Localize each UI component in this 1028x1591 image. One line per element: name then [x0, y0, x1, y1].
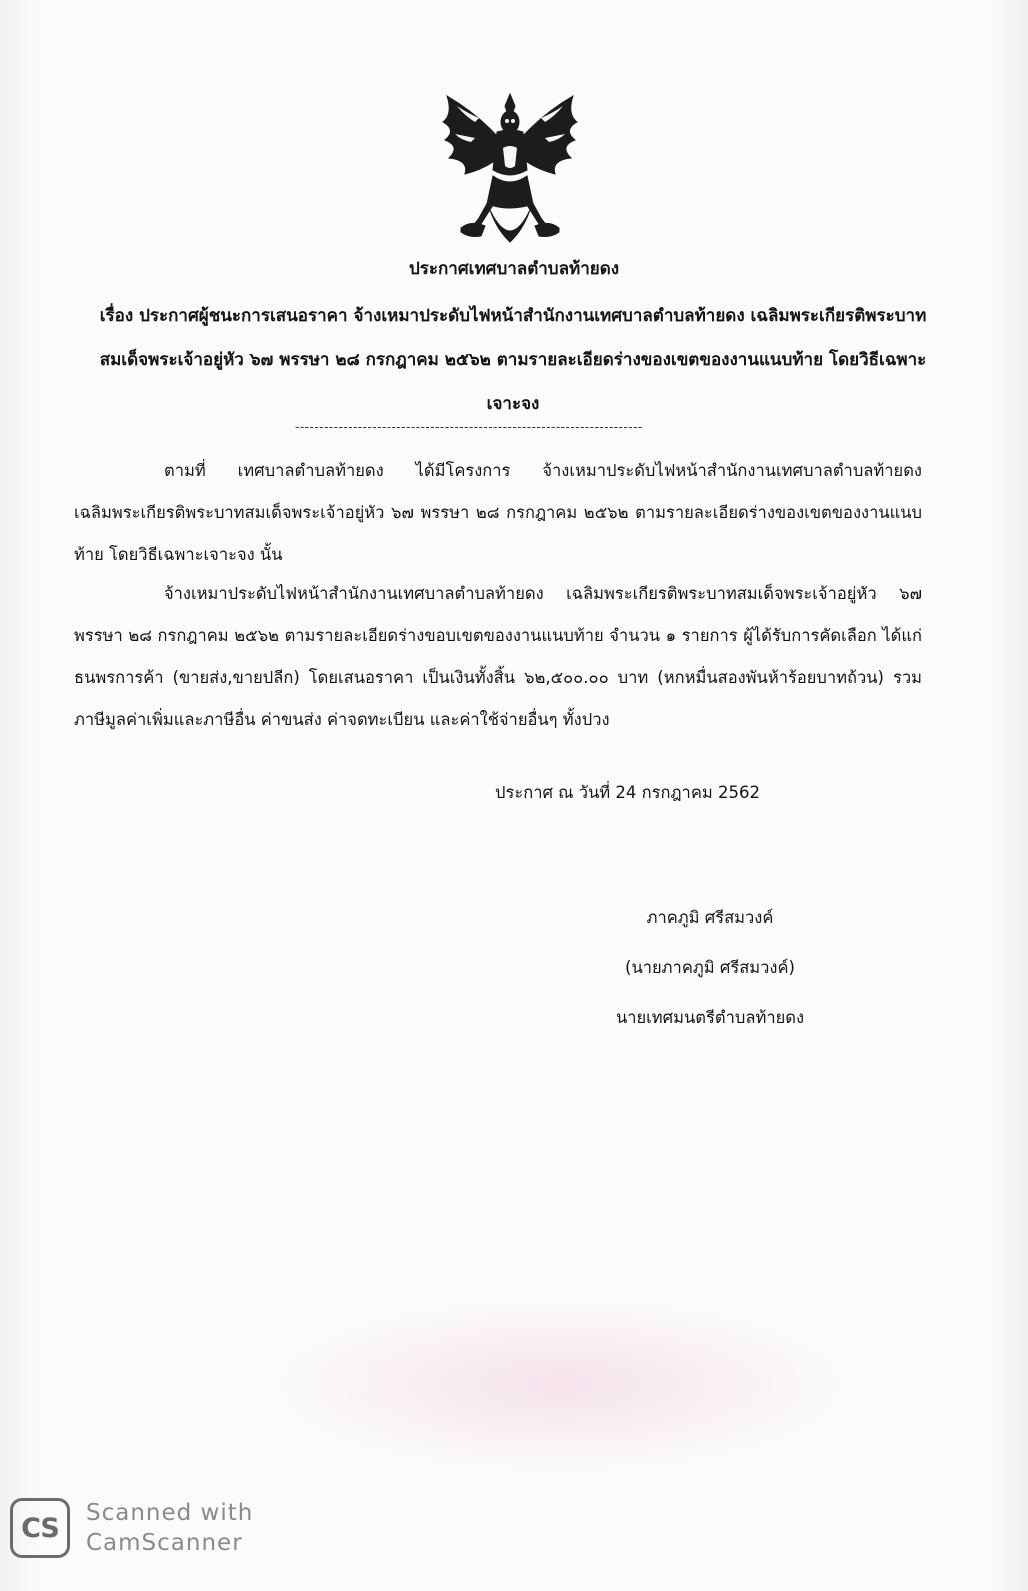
announce-date: ประกาศ ณ วันที่ 24 กรกฎาคม 2562	[495, 783, 760, 802]
garuda-emblem-icon	[435, 92, 585, 252]
watermark-line-1: Scanned with	[86, 1500, 254, 1526]
document-title: ประกาศเทศบาลตำบลท้ายดง	[408, 259, 620, 279]
scan-stain	[280, 1300, 840, 1470]
document-subject: เรื่อง ประกาศผู้ชนะการเสนอราคา จ้างเหมาประดับไฟหน้าสำนักงานเทศบาลตำบลท้ายดง เฉลิมพระเกียรติพระบาทสมเด็จพระเจ้าอยู่หัว ๖๗ พรรษา ๒๘ กรกฎาคม ๒๕๖๒ ตามรายละเอียดร่างของเขตของงานแนบท้าย โดยวิธีเฉพาะเจาะจง	[99, 306, 927, 414]
paragraph-intro: ตามที่ เทศบาลตำบลท้ายดง ได้มีโครงการ จ้างเหมาประดับไฟหน้าสำนักงานเทศบาลตำบลท้ายดง เฉลิมพระเกียรติพระบาทสมเด็จพระเจ้าอยู่หัว ๖๗ พรรษา ๒๘ กรกฎาคม ๒๕๖๒ ตามรายละเอียดร่างของเขตของงานแนบท้าย โดยวิธีเฉพาะเจาะจง นั้น	[74, 461, 922, 564]
separator-line: ------------------------------------------------------------------------	[295, 420, 643, 434]
camscanner-logo-icon: CS	[10, 1498, 70, 1558]
camscanner-watermark	[86, 1498, 253, 1558]
watermark-line-2: CamScanner	[86, 1530, 243, 1556]
signature-position: นายเทศมนตรีตำบลท้ายดง	[615, 1008, 805, 1027]
paragraph-winner: จ้างเหมาประดับไฟหน้าสำนักงานเทศบาลตำบลท้ายดง เฉลิมพระเกียรติพระบาทสมเด็จพระเจ้าอยู่หัว ๖๗ พรรษา ๒๘ กรกฎาคม ๒๕๖๒ ตามรายละเอียดร่างขอบเขตของงานแนบท้าย จำนวน ๑ รายการ ผู้ได้รับการคัดเลือก ได้แก่ ธนพรการค้า (ขายส่ง,ขายปลีก) โดยเสนอราคา เป็นเงินทั้งสิ้น ๖๒,๕๐๐.๐๐ บาท (หกหมื่นสองพันห้าร้อยบาทถ้วน) รวมภาษีมูลค่าเพิ่มและภาษีอื่น ค่าขนส่ง ค่าจดทะเบียน และค่าใช้จ่ายอื่นๆ ทั้งปวง	[74, 584, 922, 729]
signature-full-name: (นายภาคภูมิ ศรีสมวงค์)	[625, 958, 795, 977]
signature-name: ภาคภูมิ ศรีสมวงค์	[646, 908, 774, 927]
